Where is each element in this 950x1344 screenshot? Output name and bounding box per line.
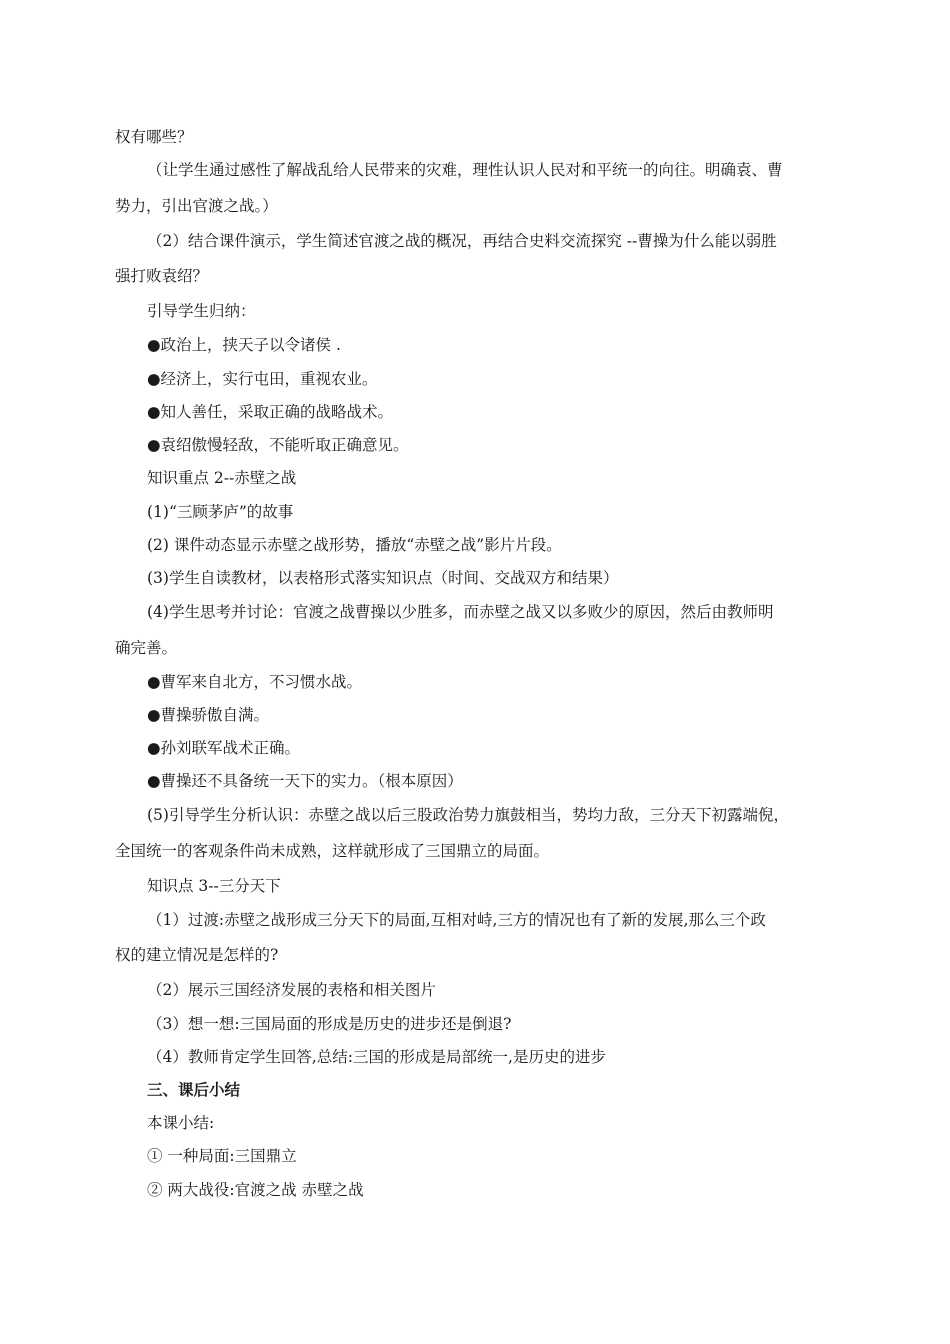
text-line: 强打败袁绍？ xyxy=(115,267,209,285)
bullet-item: ●经济上，实行屯田，重视农业。 xyxy=(147,370,378,388)
list-item: ② 两大战役:官渡之战 赤壁之战 xyxy=(147,1181,364,1199)
text-line: (4)学生思考并讨论：官渡之战曹操以少胜多，而赤壁之战又以多败少的原因，然后由教师明 xyxy=(147,603,774,621)
text-line: 全国统一的客观条件尚未成熟，这样就形成了三国鼎立的局面。 xyxy=(115,842,550,860)
text-line: （1）过渡:赤壁之战形成三分天下的局面,互相对峙,三方的情况也有了新的发展,那么三个政 xyxy=(147,911,766,929)
list-item: ① 一种局面:三国鼎立 xyxy=(147,1147,297,1165)
bullet-item: ●政治上，挟天子以令诸侯 . xyxy=(147,336,341,354)
text-line: (2) 课件动态显示赤壁之战形势，播放“赤壁之战”影片片段。 xyxy=(147,536,562,554)
text-line: 权有哪些？ xyxy=(115,128,193,146)
text-line: （2）展示三国经济发展的表格和相关图片 xyxy=(147,981,436,999)
bullet-item: ●孙刘联军战术正确。 xyxy=(147,739,301,757)
text-line: 本课小结: xyxy=(147,1114,215,1132)
text-line: （2）结合课件演示，学生简述官渡之战的概况，再结合史料交流探究 --曹操为什么能以弱胜 xyxy=(147,232,777,250)
section-heading: 知识重点 2--赤壁之战 xyxy=(147,469,297,487)
section-heading: 三、课后小结 xyxy=(147,1080,241,1099)
section-heading: 知识点 3--三分天下 xyxy=(147,877,281,895)
bullet-item: ●曹操还不具备统一天下的实力。（根本原因） xyxy=(147,772,463,790)
text-line: (3)学生自读教材，以表格形式落实知识点（时间、交战双方和结果） xyxy=(147,569,619,587)
text-line: （4）教师肯定学生回答,总结:三国的形成是局部统一,是历史的进步 xyxy=(147,1048,606,1066)
text-line: 引导学生归纳： xyxy=(147,302,256,320)
bullet-item: ●袁绍傲慢轻敌，不能听取正确意见。 xyxy=(147,436,409,454)
text-line: (5)引导学生分析认识：赤壁之战以后三股政治势力旗鼓相当，势均力敌，三分天下初露端倪， xyxy=(147,806,789,824)
text-line: 势力，引出官渡之战。） xyxy=(115,197,278,215)
text-line: 权的建立情况是怎样的? xyxy=(115,946,279,964)
text-line: （3）想一想:三国局面的形成是历史的进步还是倒退? xyxy=(147,1015,512,1033)
text-line: 确完善。 xyxy=(115,639,178,657)
text-line: （让学生通过感性了解战乱给人民带来的灾难，理性认识人民对和平统一的向往。明确袁、曹 xyxy=(147,161,783,179)
bullet-item: ●知人善任，采取正确的战略战术。 xyxy=(147,403,394,421)
bullet-item: ●曹操骄傲自满。 xyxy=(147,706,270,724)
text-line: (1)“三顾茅庐”的故事 xyxy=(147,503,294,521)
bullet-item: ●曹军来自北方，不习惯水战。 xyxy=(147,673,363,691)
